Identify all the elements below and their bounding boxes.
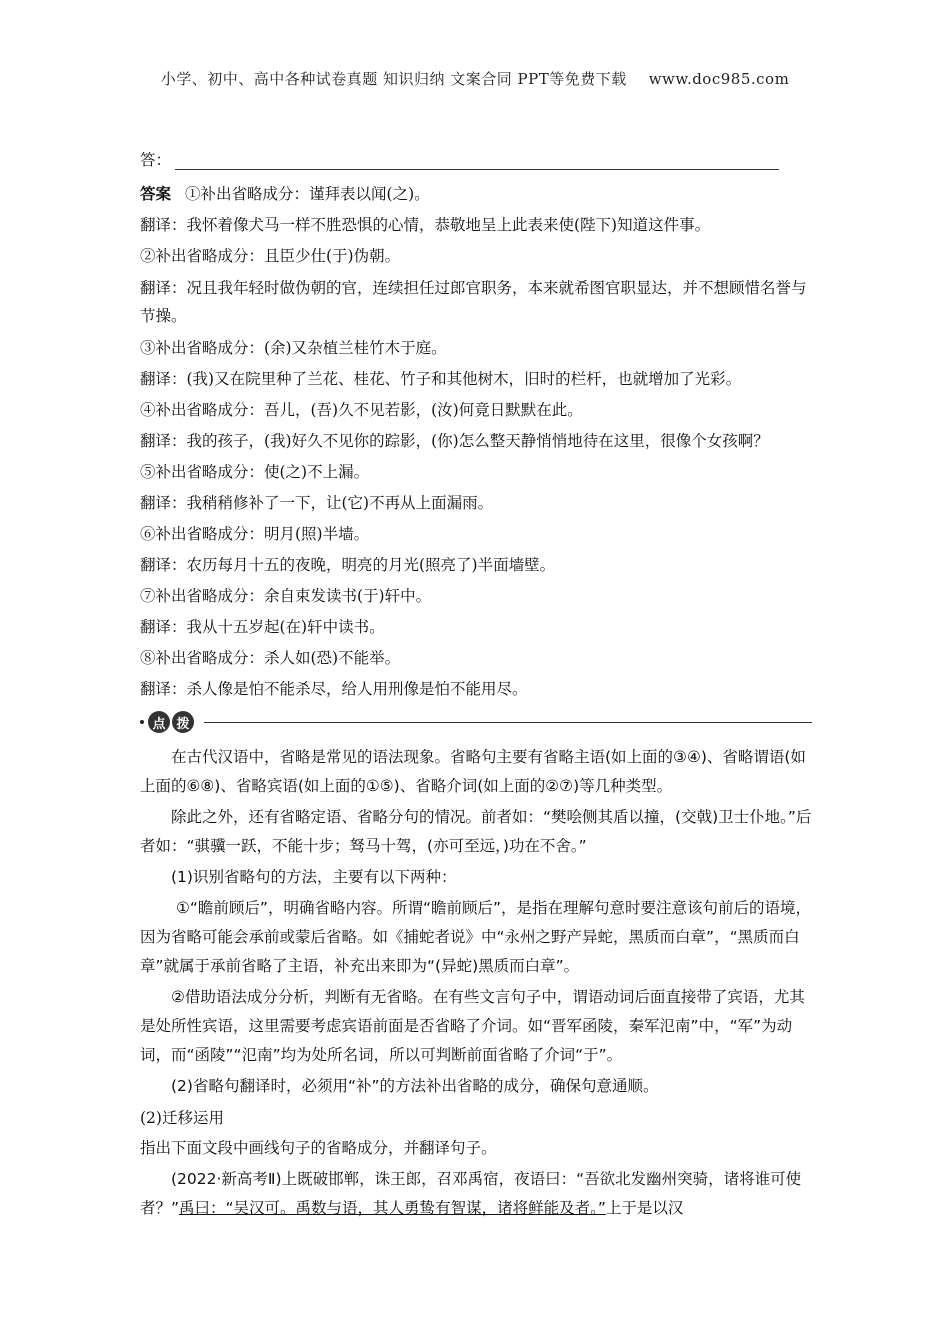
answer-line: ⑦补出省略成分：余自束发读书(于)轩中。 — [140, 587, 432, 605]
answer-line: 翻译：我稍稍修补了一下，让(它)不再从上面漏雨。 — [140, 494, 494, 512]
answer-line: ⑤补出省略成分：使(之)不上漏。 — [140, 463, 370, 481]
answer-line: 翻译：况且我年轻时做伪朝的官，连续担任过郎官职务，本来就希图官职显达，并不想顾惜名誉与节操。 — [140, 279, 807, 325]
tip-divider — [140, 709, 812, 735]
page-content — [140, 148, 812, 1223]
tip-paragraph: 在古代汉语中，省略是常见的语法现象。省略句主要有省略主语(如上面的③④)、省略谓语(如上面的⑥⑧)、省略宾语(如上面的①⑤)、省略介词(如上面的②⑦)等几种类型。 — [140, 748, 806, 795]
passage-after: 上于是以汉 — [605, 1199, 684, 1217]
section-instruction: 指出下面文段中画线句子的省略成分，并翻译句子。 — [140, 1139, 497, 1157]
tip-paragraph: 除此之外，还有省略定语、省略分句的情况。前者如：“樊哙侧其盾以撞，(交戟)卫士仆地。”后者如：“骐骥一跃，不能十步；驽马十驾，(亦可至远，)功在不舍。” — [140, 808, 812, 855]
section-passage — [140, 1165, 812, 1223]
tip-paragraph: (2)省略句翻译时，必须用“补”的方法补出省略的成分，确保句意通顺。 — [171, 1077, 659, 1095]
answer-prompt-line — [140, 148, 812, 170]
answer-line: ⑥补出省略成分：明月(照)半墙。 — [140, 525, 370, 543]
answer-line: 翻译：我的孩子，(我)好久不见你的踪影，(你)怎么整天静悄悄地待在这里，很像个女孩啊？ — [140, 432, 769, 450]
answer-line-1: 答案 ①补出省略成分：谨拜表以闻(之)。 — [140, 184, 430, 203]
header-text: 小学、初中、高中各种试卷真题 知识归纳 文案合同 PPT等免费下载 — [160, 70, 627, 88]
answer-line: ⑧补出省略成分：杀人如(恐)不能举。 — [140, 649, 401, 667]
tip-paragraph: ①“瞻前顾后”，明确省略内容。所谓“瞻前顾后”，是指在理解句意时要注意该句前后的语境，因为省略可能会承前或蒙后省略。如《捕蛇者说》中“永州之野产异蛇，黑质而白章”，“黑质而白章”就属于承前省略了主语，补充出来即为“(异蛇)黑质而白章”。 — [140, 899, 812, 975]
answer-prompt: 答： — [140, 151, 172, 169]
divider-rule — [204, 722, 812, 723]
header-site: www.doc985.com — [648, 70, 790, 88]
section-heading: (2)迁移运用 — [140, 1109, 224, 1127]
tip-badge-bo: 拨 — [172, 711, 194, 733]
passage-underlined: 禹曰：“吴汉可。禹数与语，其人勇鸷有智谋，诸将鲜能及者。” — [179, 1199, 606, 1217]
tip-paragraph: (1)识别省略句的方法，主要有以下两种： — [171, 868, 457, 886]
divider-dot — [140, 720, 144, 724]
tip-badge-dian: 点 — [148, 711, 170, 733]
answer-line: ③补出省略成分：(余)又杂植兰桂竹木于庭。 — [140, 339, 447, 357]
answer-line: ④补出省略成分：吾儿，(吾)久不见若影，(汝)何竟日默默在此。 — [140, 401, 583, 419]
answer-line: ②补出省略成分：且臣少仕(于)伪朝。 — [140, 247, 401, 265]
answer-blank — [175, 153, 779, 170]
answer-line: 翻译：我怀着像犬马一样不胜恐惧的心情，恭敬地呈上此表来使(陛下)知道这件事。 — [140, 216, 711, 234]
tip-section — [140, 743, 812, 1101]
answer-line: 翻译：杀人像是怕不能杀尽，给人用刑像是怕不能用尽。 — [140, 680, 528, 698]
answer-line: 翻译：(我)又在院里种了兰花、桂花、竹子和其他树木，旧时的栏杆，也就增加了光彩。 — [140, 370, 742, 388]
answer-line: 翻译：农历每月十五的夜晚，明亮的月光(照亮了)半面墙壁。 — [140, 556, 556, 574]
passage-before: (2022·新高考Ⅱ)上既破邯郸，诛王郎，召邓禹宿，夜语曰：“吾欲北发幽州突骑，诸将谁可使者？” — [140, 1170, 802, 1217]
tip-paragraph: ②借助语法成分分析，判断有无省略。在有些文言句子中，谓语动词后面直接带了宾语，尤其是处所性宾语，这里需要考虑宾语前面是否省略了介词。如“晋军函陵，秦军氾南”中，“军”为动词，而“函陵”“氾南”均为处所名词，所以可判断前面省略了介词“于”。 — [140, 988, 805, 1064]
page-header — [0, 68, 950, 89]
answer-label: 答案 — [140, 184, 172, 203]
answer-line: 翻译：我从十五岁起(在)轩中读书。 — [140, 618, 385, 636]
